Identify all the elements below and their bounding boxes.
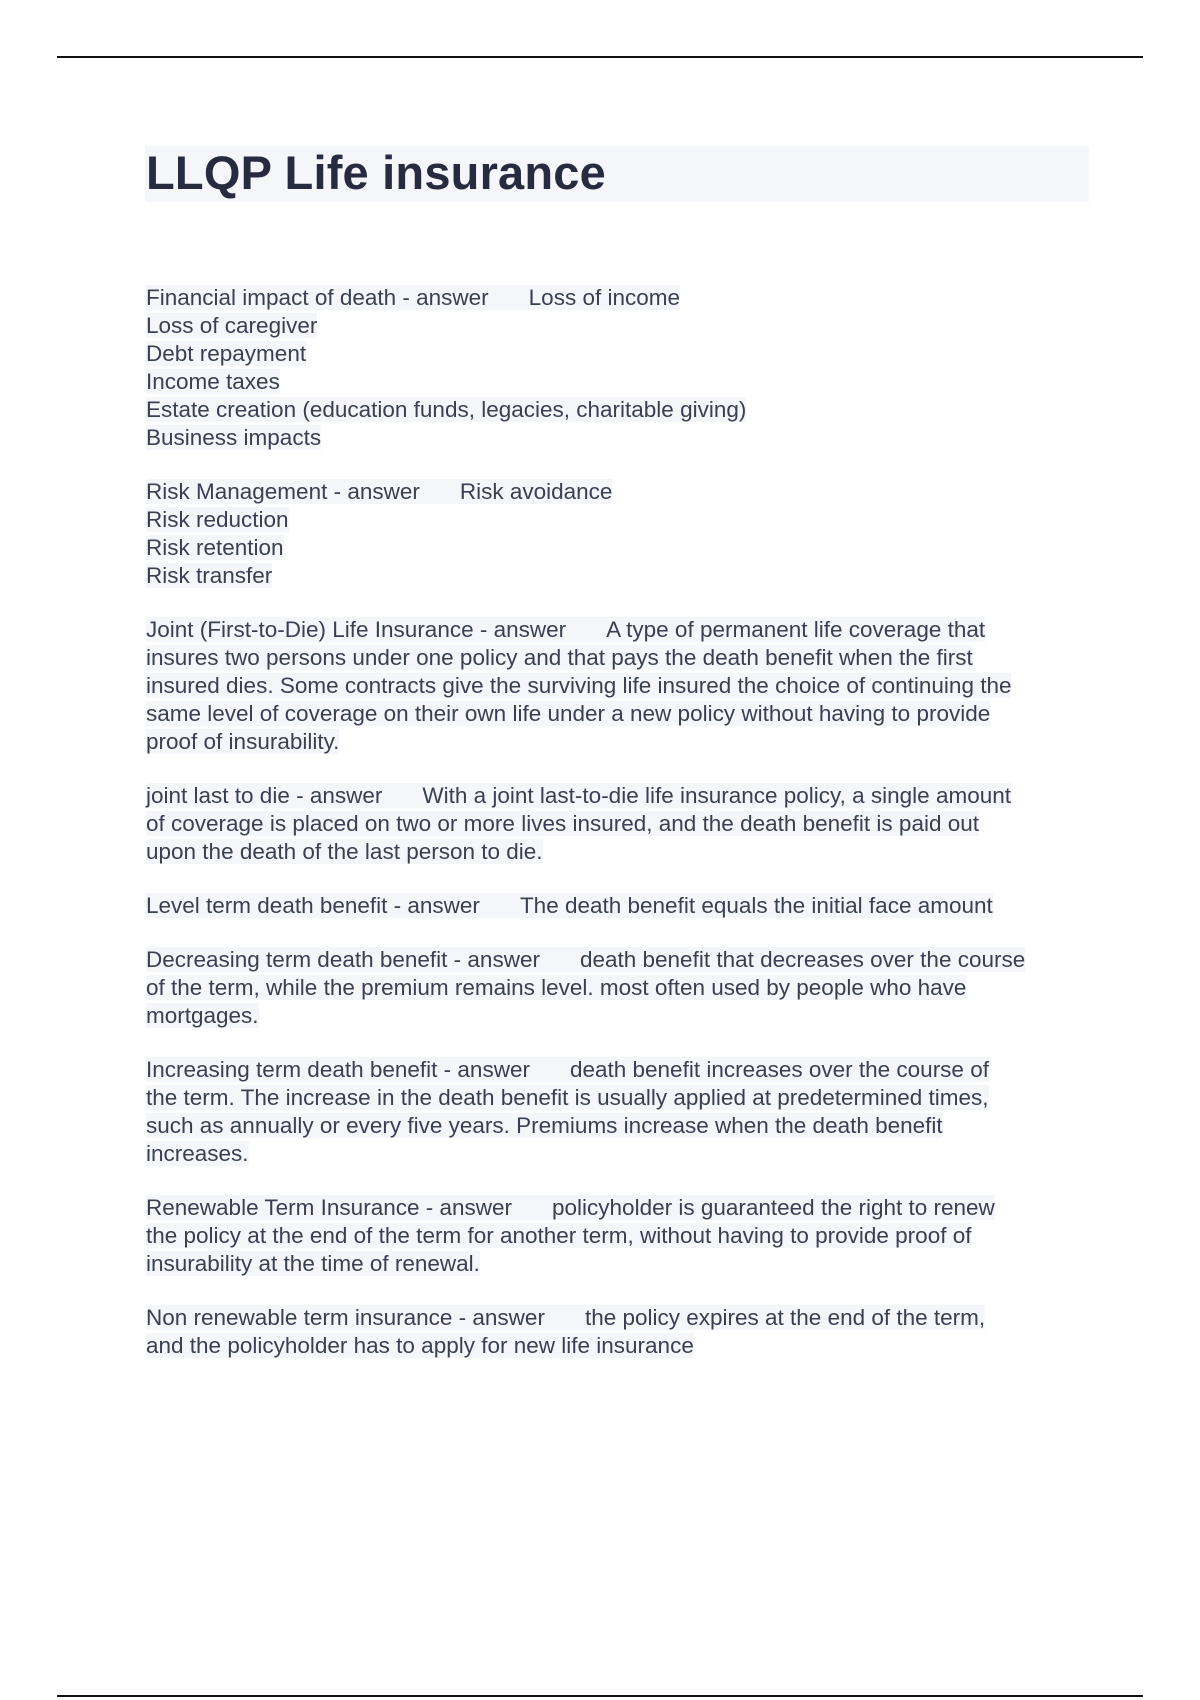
entry-definition-line: With a joint last-to-die life insurance policy, a single amount	[422, 783, 1011, 808]
flashcard-entry	[146, 616, 1096, 756]
entry-definition-line: Risk reduction	[146, 507, 289, 532]
entry-definition-line: death benefit that decreases over the course	[579, 947, 1026, 972]
entry-definition-line: A type of permanent life coverage that	[606, 617, 986, 642]
top-rule	[57, 56, 1143, 58]
flashcard-entry	[146, 1194, 1096, 1278]
entry-first-line	[146, 893, 993, 918]
entry-term: Renewable Term Insurance - answer	[146, 1195, 513, 1220]
entry-definition-line: of the term, while the premium remains level. most often used by people who have	[146, 975, 967, 1000]
entry-first-line	[146, 617, 985, 642]
flashcard-entry	[146, 946, 1096, 1030]
entry-definition-line: Business impacts	[146, 425, 322, 450]
entry-term: Increasing term death benefit - answer	[146, 1057, 530, 1082]
entry-term: Financial impact of death - answer	[146, 285, 489, 310]
flashcard-entry	[146, 782, 1096, 866]
entry-definition-line: Risk retention	[146, 535, 284, 560]
entry-definition-line: Income taxes	[146, 369, 280, 394]
entry-definition-line: increases.	[146, 1141, 249, 1166]
entry-term: Risk Management - answer	[146, 479, 420, 504]
entry-first-line	[146, 285, 680, 310]
flashcard-entry	[146, 1056, 1096, 1168]
entry-term: Level term death benefit - answer	[146, 893, 480, 918]
entry-definition-line: of coverage is placed on two or more lives insured, and the death benefit is paid out	[146, 811, 980, 836]
entry-definition-line: Risk avoidance	[459, 479, 613, 504]
entry-definition-line: and the policyholder has to apply for new life insurance	[146, 1333, 694, 1358]
entry-definition-line: such as annually or every five years. Premiums increase when the death benefit	[146, 1113, 943, 1138]
entry-definition-line: same level of coverage on their own life under a new policy without having to provide	[146, 701, 991, 726]
entry-definition-line: insurability at the time of renewal.	[146, 1251, 480, 1276]
flashcard-list	[146, 284, 1096, 1386]
entry-definition-line: The death benefit equals the initial face amount	[519, 893, 993, 918]
entry-first-line	[146, 947, 1025, 972]
entry-definition-line: insures two persons under one policy and that pays the death benefit when the first	[146, 645, 973, 670]
entry-first-line	[146, 783, 1011, 808]
entry-first-line	[146, 1195, 995, 1220]
flashcard-entry	[146, 284, 1096, 452]
entry-definition-line: Risk transfer	[146, 563, 273, 588]
flashcard-entry	[146, 1304, 1096, 1360]
entry-definition-line: Estate creation (education funds, legacies, charitable giving)	[146, 397, 747, 422]
entry-definition-line: the policy expires at the end of the term,	[584, 1305, 986, 1330]
entry-definition-line: policyholder is guaranteed the right to renew	[552, 1195, 995, 1220]
bottom-rule	[57, 1695, 1143, 1697]
flashcard-entry	[146, 478, 1096, 590]
entry-term: joint last to die - answer	[146, 783, 383, 808]
entry-definition-line: upon the death of the last person to die.	[146, 839, 543, 864]
entry-term: Decreasing term death benefit - answer	[146, 947, 540, 972]
entry-definition-line: Loss of caregiver	[146, 313, 318, 338]
document-title: LLQP Life insurance	[146, 146, 606, 199]
entry-definition-line: proof of insurability.	[146, 729, 340, 754]
entry-definition-line: death benefit increases over the course of	[569, 1057, 989, 1082]
entry-term: Joint (First-to-Die) Life Insurance - answer	[146, 617, 567, 642]
entry-definition-line: the policy at the end of the term for another term, without having to provide proof of	[146, 1223, 972, 1248]
entry-definition-line: mortgages.	[146, 1003, 259, 1028]
entry-first-line	[146, 1057, 989, 1082]
entry-definition-line: Loss of income	[528, 285, 680, 310]
entry-definition-line: the term. The increase in the death benefit is usually applied at predetermined times,	[146, 1085, 989, 1110]
entry-term: Non renewable term insurance - answer	[146, 1305, 545, 1330]
entry-definition-line: insured dies. Some contracts give the surviving life insured the choice of continuing the	[146, 673, 1012, 698]
flashcard-entry	[146, 892, 1096, 920]
entry-first-line	[146, 479, 612, 504]
entry-first-line	[146, 1305, 985, 1330]
entry-definition-line: Debt repayment	[146, 341, 307, 366]
